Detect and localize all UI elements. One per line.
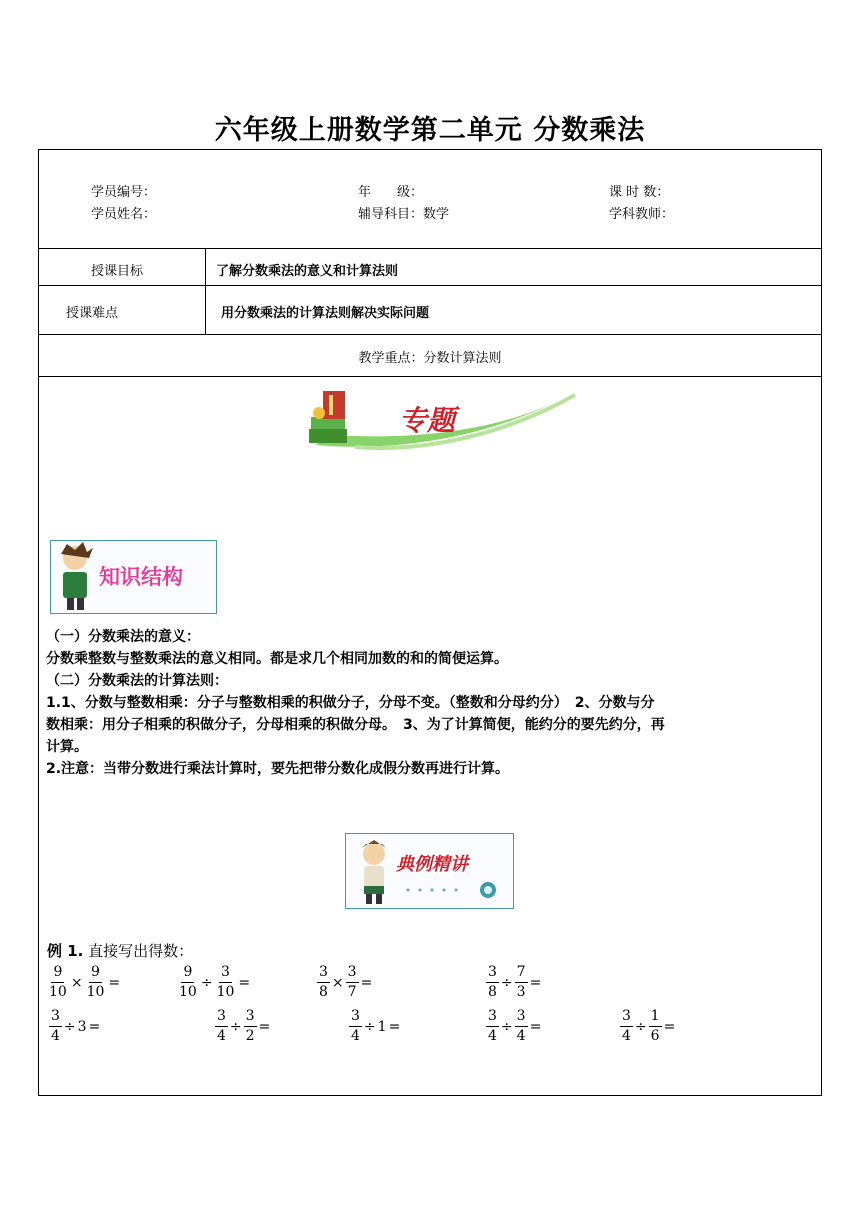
student-name-label: 学员姓名： xyxy=(91,207,157,222)
divider xyxy=(39,334,821,335)
meaning-heading: （一）分数乘法的意义： xyxy=(46,629,200,645)
rules-heading: （二）分数乘法的计算法则： xyxy=(46,673,228,689)
dots-decoration-icon xyxy=(402,880,502,900)
expression: $\frac{3}{4}$ ÷ $\frac{3}{2}$ = xyxy=(217,1008,271,1044)
rules-paragraph-line2: 数相乘：用分子相乘的积做分子，分母相乘的积做分母。 3、为了计算简便，能约分的要先约分，再 xyxy=(46,717,665,733)
example-prompt: 直接写出得数： xyxy=(88,942,194,960)
goal-label: 授课目标 xyxy=(91,264,144,279)
expression: $\frac{3}{8}$ ÷ $\frac{7}{3}$ = xyxy=(488,964,542,1000)
rules-paragraph-line3: 计算。 xyxy=(46,739,88,755)
grade-label: 年 级： xyxy=(358,185,424,200)
expression: $\frac{3}{4}$ ÷ $\frac{3}{4}$ = xyxy=(488,1008,542,1044)
rules-paragraph-line1: 1.1、分数与整数相乘：分子与整数相乘的积做分子，分母不变。（整数和分母约分） 2、分数与分 xyxy=(46,695,655,711)
example-label: 例 1. xyxy=(47,942,84,960)
expression: $\frac{3}{4}$ ÷ 3 = xyxy=(51,1008,101,1044)
expression: $\frac{9}{10}$ × $\frac{9}{10}$ = xyxy=(49,964,121,1000)
divider xyxy=(39,376,821,377)
student-avatar-icon xyxy=(53,542,101,612)
subject-label: 辅导科目：数学 xyxy=(358,207,450,222)
divider xyxy=(39,248,821,249)
examples-banner xyxy=(345,833,514,909)
example-heading xyxy=(47,940,193,961)
knowledge-banner-text: 知识结构 xyxy=(99,565,183,589)
lesson-table xyxy=(38,149,822,1096)
difficulty-label: 授课难点 xyxy=(66,306,119,321)
page-title: 六年级上册数学第二单元 分数乘法 xyxy=(214,115,646,146)
student-avatar-icon xyxy=(352,836,396,906)
teaching-focus: 教学重点：分数计算法则 xyxy=(358,351,502,366)
lesson-hours-label: 课 时 数： xyxy=(609,185,670,200)
student-id-label: 学员编号： xyxy=(91,185,157,200)
divider xyxy=(39,285,821,286)
topic-banner-text: 专题 xyxy=(399,404,456,437)
knowledge-content xyxy=(46,626,816,780)
expression: $\frac{3}{4}$ ÷ 1 = xyxy=(351,1008,401,1044)
meaning-paragraph: 分数乘整数与整数乘法的意义相同。都是求几个相同加数的和的简便运算。 xyxy=(46,651,508,667)
difficulty-value: 用分数乘法的计算法则解决实际问题 xyxy=(221,306,430,321)
note-paragraph: 2.注意：当带分数进行乘法计算时，要先把带分数化成假分数再进行计算。 xyxy=(46,761,510,777)
expression: $\frac{3}{4}$ ÷ $\frac{1}{6}$ = xyxy=(622,1008,676,1044)
examples-banner-text: 典例精讲 xyxy=(396,854,468,875)
teacher-label: 学科教师： xyxy=(609,207,675,222)
column-divider xyxy=(205,248,206,334)
topic-banner xyxy=(295,383,583,469)
expression: $\frac{9}{10}$ ÷ $\frac{3}{10}$ = xyxy=(179,964,251,1000)
expression: $\frac{3}{8}$ × $\frac{3}{7}$ = xyxy=(319,964,373,1000)
goal-value: 了解分数乘法的意义和计算法则 xyxy=(216,264,399,279)
knowledge-banner xyxy=(50,540,217,614)
